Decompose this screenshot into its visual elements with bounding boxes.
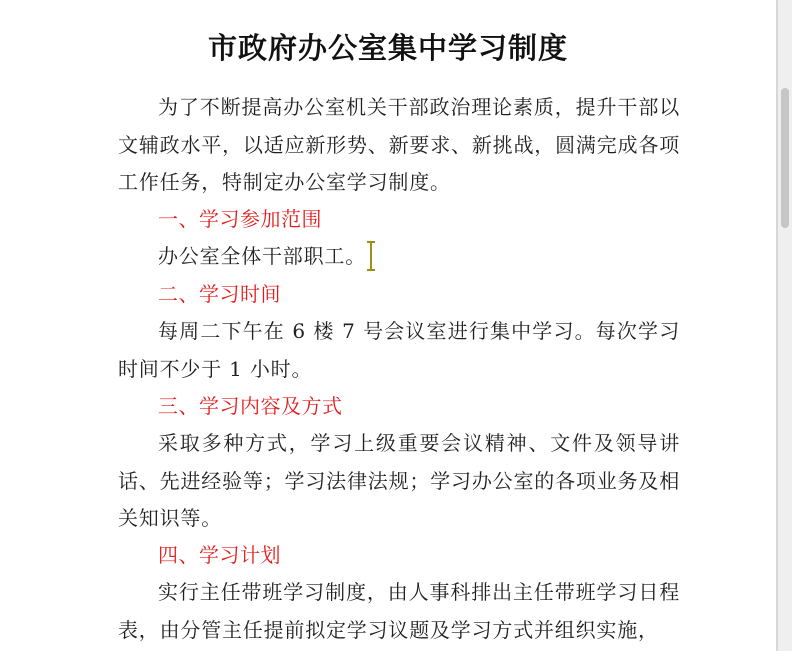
scrollbar-thumb[interactable] <box>781 88 789 228</box>
section-heading-plan: 四、学习计划 <box>158 543 281 567</box>
section-heading-scope: 一、学习参加范围 <box>158 207 322 231</box>
section-heading-content: 三、学习内容及方式 <box>158 394 343 418</box>
section-body-plan: 实行主任带班学习制度，由人事科排出主任带班学习日程表，由分管主任提前拟定学习议题及学习方式并组织实施， <box>118 580 680 642</box>
intro-paragraph: 为了不断提高办公室机关干部政治理论素质，提升干部以文辅政水平，以适应新形势、新要求、新挑战，圆满完成各项工作任务，特制定办公室学习制度。 <box>118 95 680 194</box>
section-heading-time: 二、学习时间 <box>158 282 281 306</box>
text-cursor-icon <box>370 241 377 271</box>
section-body-time: 每周二下午在 6 楼 7 号会议室进行集中学习。每次学习时间不少于 1 小时。 <box>118 319 680 381</box>
section-body-scope <box>118 238 680 276</box>
document-title: 市政府办公室集中学习制度 <box>207 31 568 65</box>
vertical-scrollbar[interactable] <box>777 0 792 651</box>
section-body-content: 采取多种方式，学习上级重要会议精神、文件及领导讲话、先进经验等；学习法律法规；学习办公室的各项业务及相关知识等。 <box>118 431 680 530</box>
section-body-scope-text: 办公室全体干部职工。 <box>158 244 366 268</box>
